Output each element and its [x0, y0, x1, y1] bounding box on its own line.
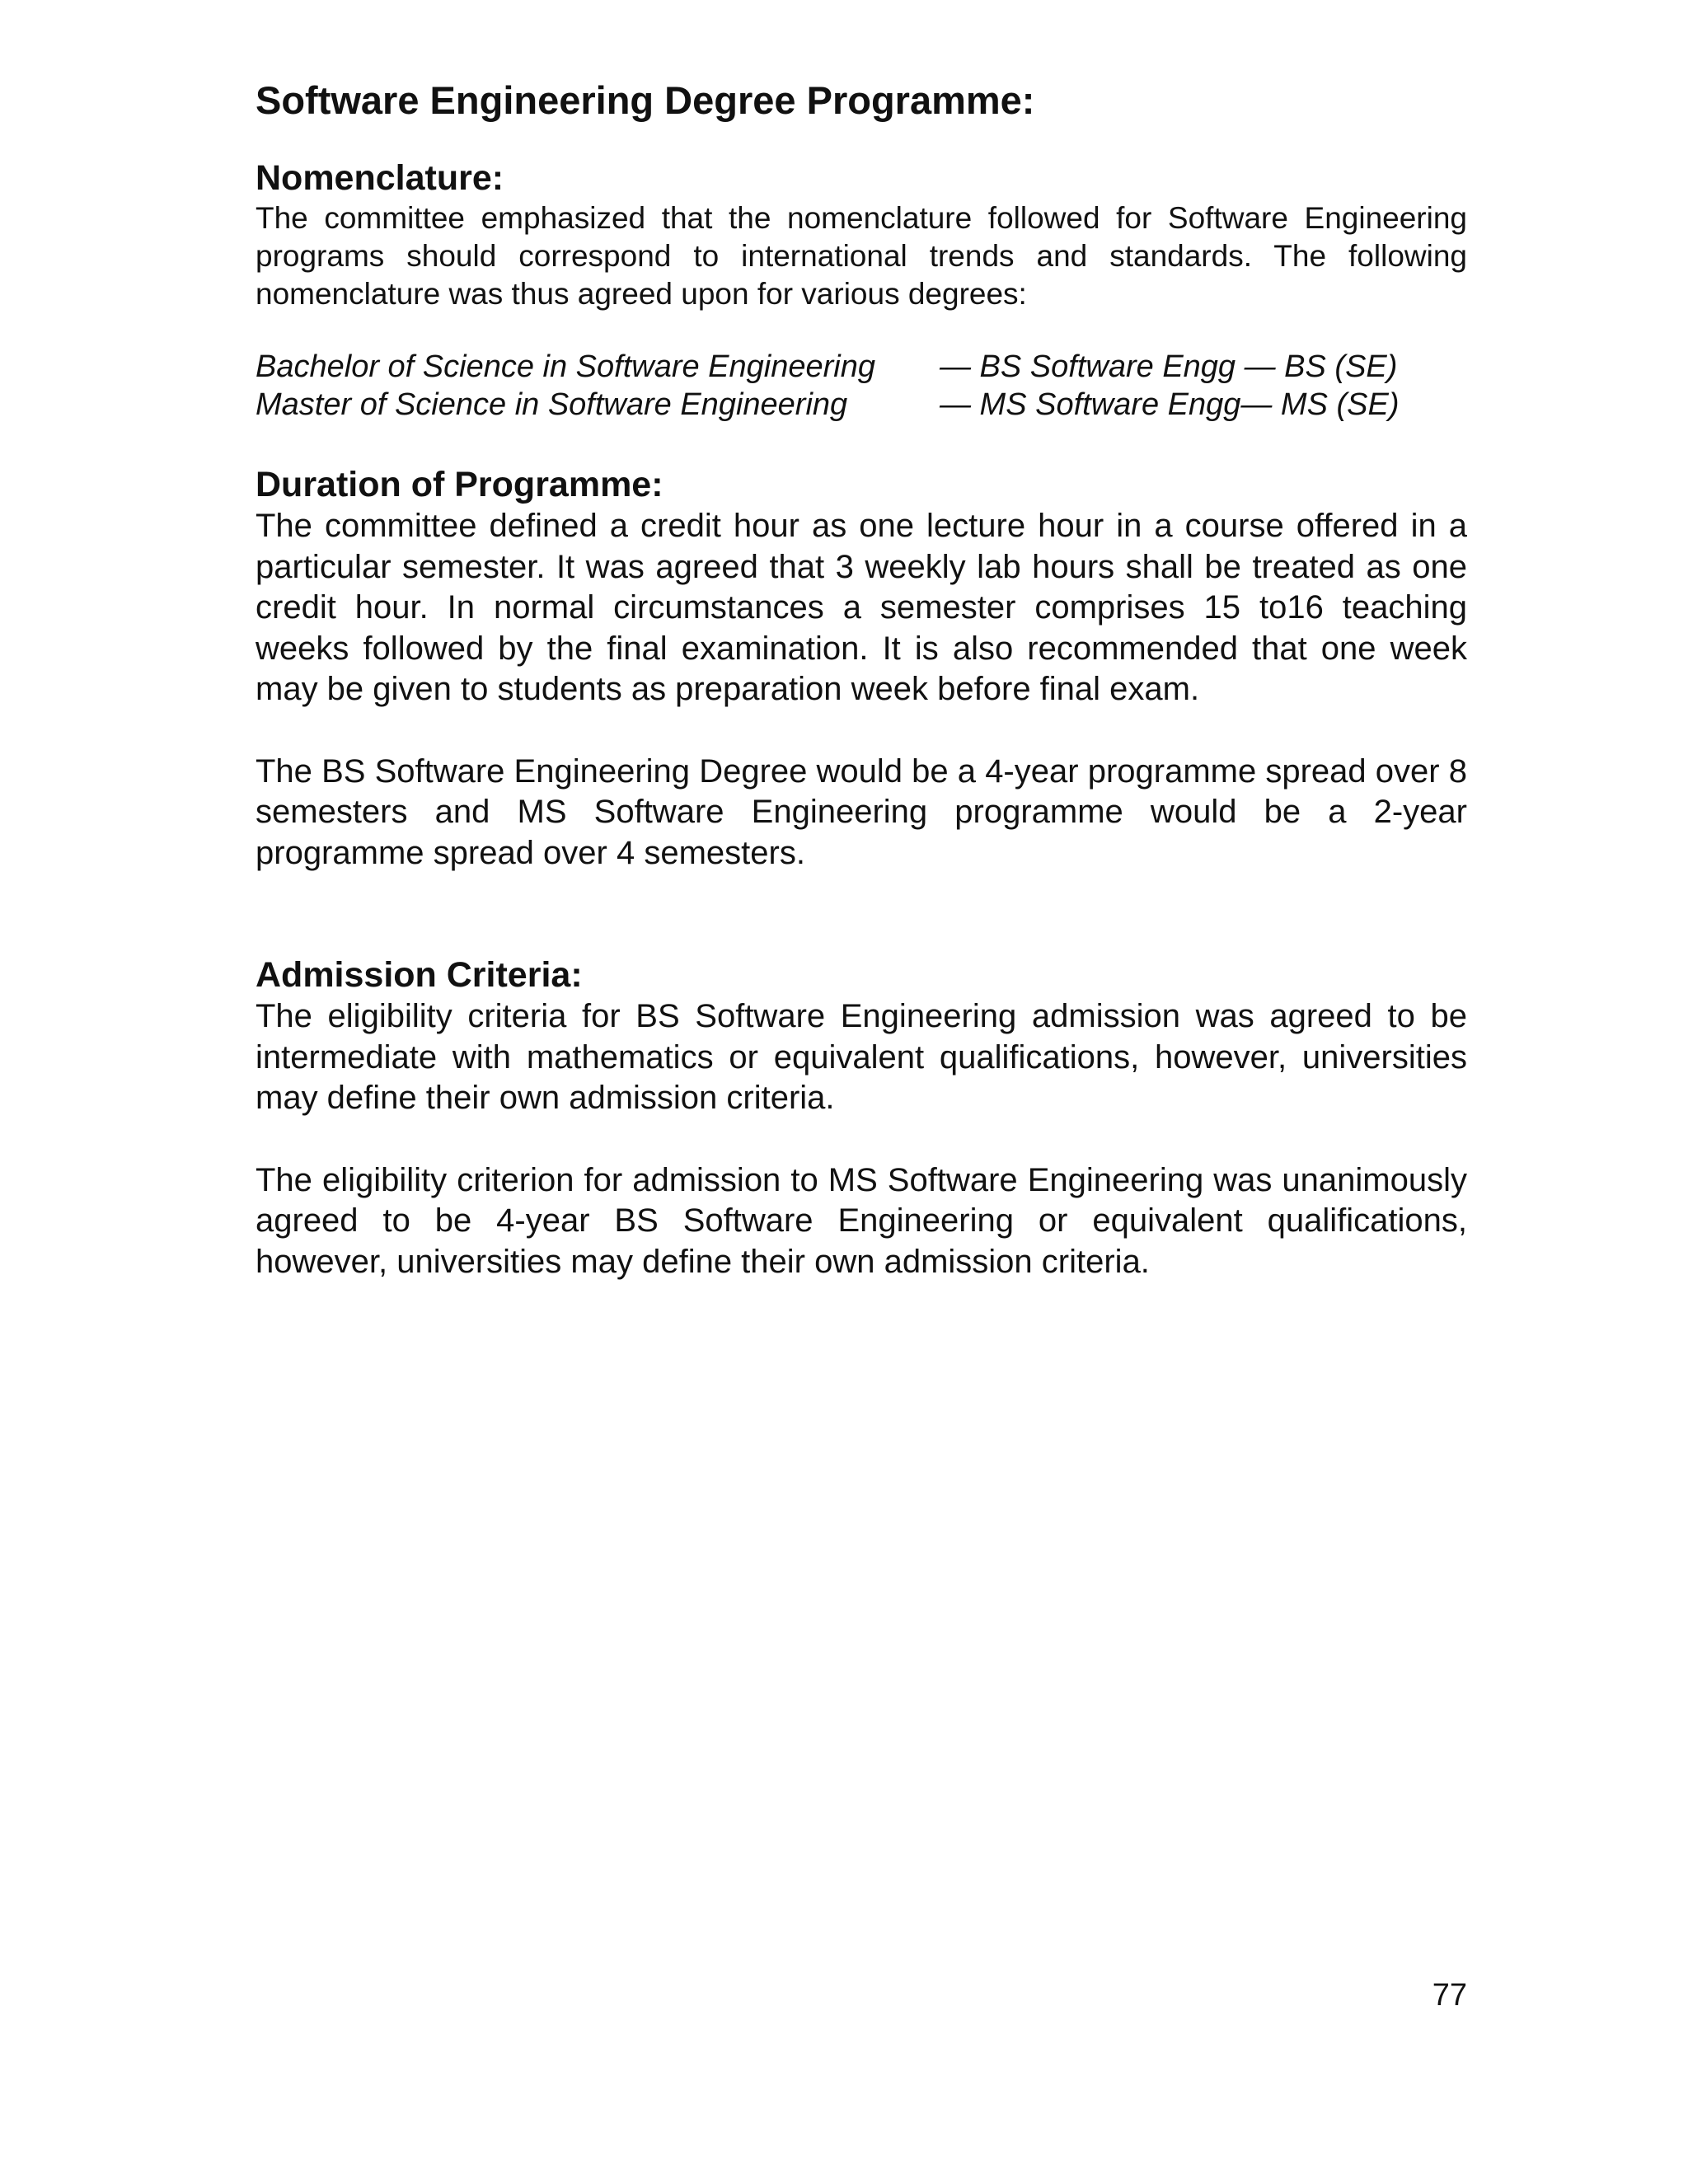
duration-paragraph: The committee defined a credit hour as one lecture hour in a course offered in a particular semester. It was agreed that 3 weekly lab hours shall be treated as one credit hour. In normal circumstances a semester comprises 15 to16 teaching weeks followed by the final examination. It is also recommended that one week may be given to students as preparation week before final exam.	[256, 508, 1467, 707]
page-title: Software Engineering Degree Programme:	[256, 78, 1035, 122]
degree-nomenclature-list	[256, 348, 1467, 424]
admission-heading: Admission Criteria:	[256, 955, 583, 995]
admission-paragraph: The eligibility criteria for BS Software Engineering admission was agreed to be intermediate with mathematics or equivalent qualifications, however, universities may define their own admission criteria.	[256, 998, 1467, 1116]
nomenclature-paragraph: The committee emphasized that the nomenclature followed for Software Engineering programs should correspond to international trends and standards. The following nomenclature was thus agreed upon for various degrees:	[256, 201, 1467, 311]
page-number: 77	[1432, 1978, 1467, 2013]
document-page	[256, 0, 1467, 2184]
admission-section	[256, 954, 1467, 1282]
degree-abbreviation: — BS Software Engg — BS (SE)	[940, 349, 1398, 384]
nomenclature-heading: Nomenclature:	[256, 158, 504, 198]
degree-name: Master of Science in Software Engineering	[256, 387, 848, 422]
duration-heading: Duration of Programme:	[256, 465, 663, 504]
degree-row-bachelor	[256, 348, 1467, 386]
degree-abbreviation: — MS Software Engg— MS (SE)	[940, 387, 1400, 422]
degree-row-master	[256, 386, 1467, 424]
nomenclature-section	[256, 157, 1467, 424]
degree-name: Bachelor of Science in Software Engineering	[256, 349, 876, 384]
duration-section	[256, 463, 1467, 874]
admission-paragraph: The eligibility criterion for admission to MS Software Engineering was unanimously agreed to be 4-year BS Software Engineering or equivalent qualifications, however, universities may define their own admission criteria.	[256, 1161, 1467, 1280]
duration-paragraph: The BS Software Engineering Degree would be a 4-year programme spread over 8 semesters and MS Software Engineering programme would be a 2-year programme spread over 4 semesters.	[256, 752, 1467, 871]
